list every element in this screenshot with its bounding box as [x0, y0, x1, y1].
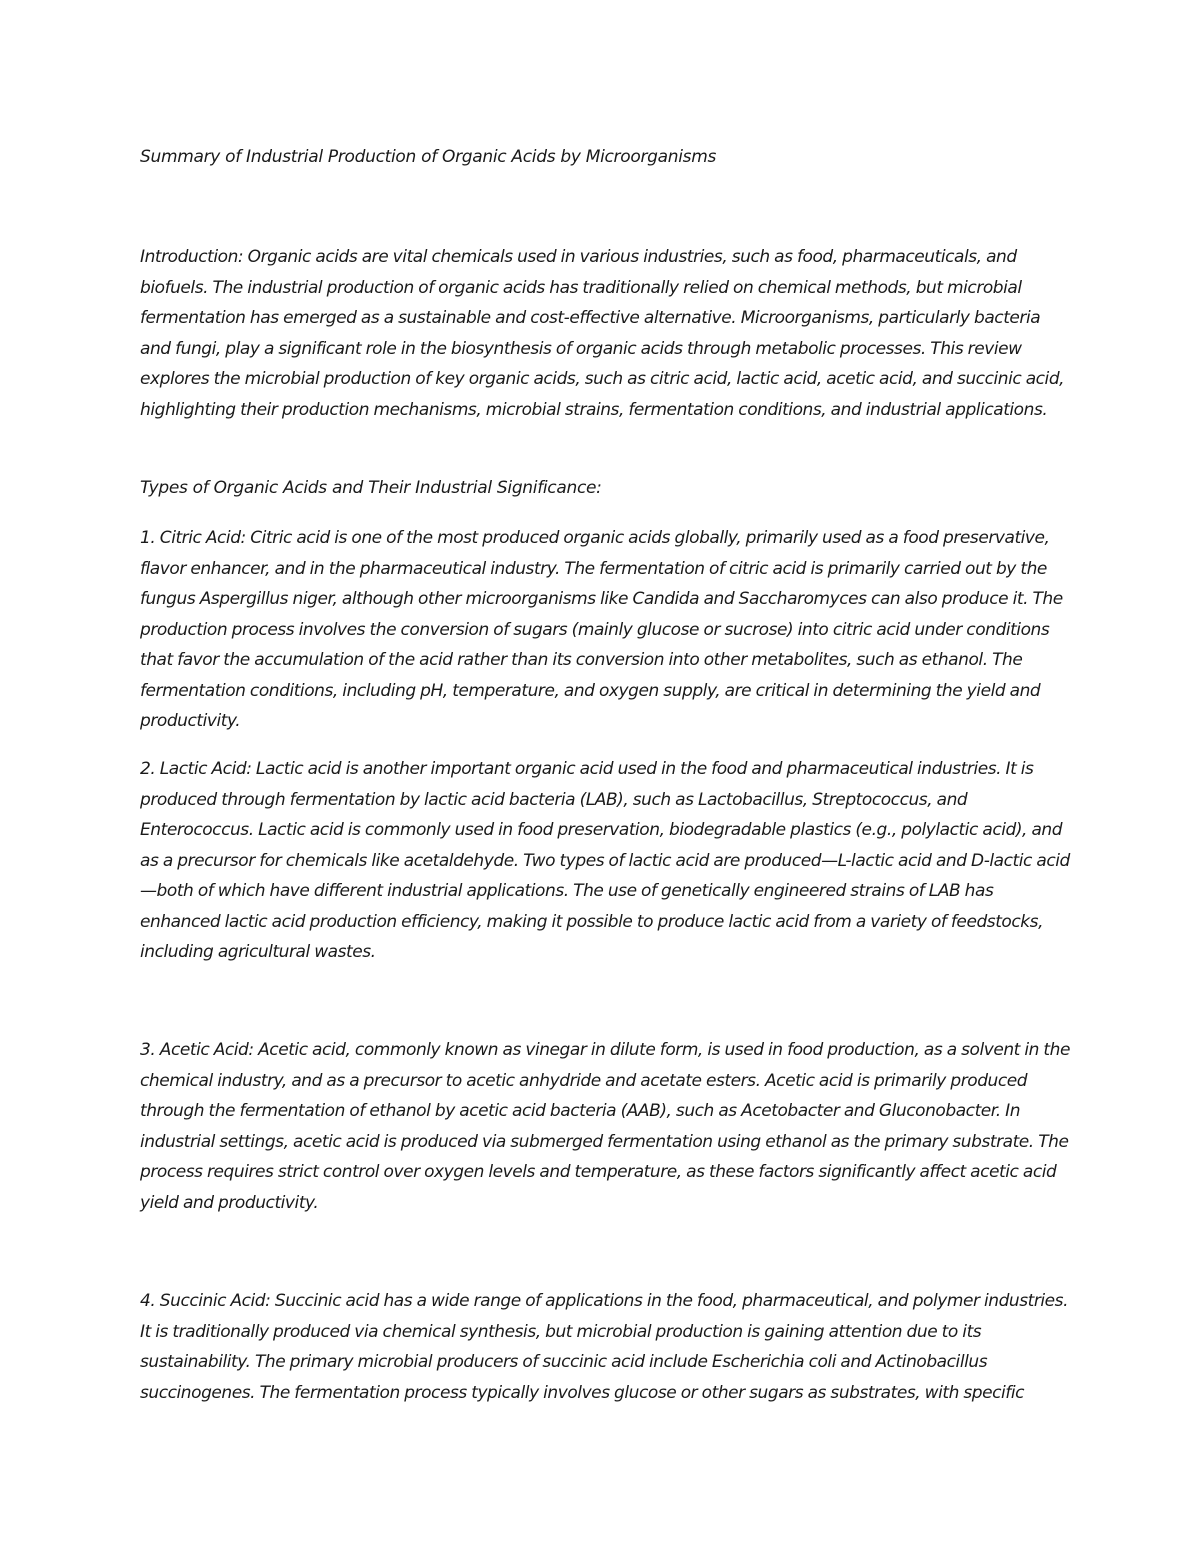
lactic-acid-paragraph: 2. Lactic Acid: Lactic acid is another important organic acid used in the food and pharmaceutical industries. It is produced through fermentation by lactic acid bacteria (LAB), such as Lactobacillus, Streptococcus, and Enterococcus. Lactic acid is commonly used in food preservation, biodegradable plastics (e.g., polylactic acid), and as a precursor for chemicals like acetaldehyde. Two types of lactic acid are produced—L-lactic acid and D-lactic acid—both of which have different industrial applications. The use of genetically engineered strains of LAB has enhanced lactic acid production efficiency, making it possible to produce lactic acid from a variety of feedstocks, including agricultural wastes. [140, 759, 1070, 962]
succinic-acid-paragraph: 4. Succinic Acid: Succinic acid has a wide range of applications in the food, pharmaceutical, and polymer industries. It is traditionally produced via chemical synthesis, but microbial production is gaining attention due to its sustainability. The primary microbial producers of succinic acid include Escherichia coli and Actinobacillus succinogenes. The fermentation process typically involves glucose or other sugars as substrates, with specific [140, 1291, 1069, 1403]
citric-acid-paragraph: 1. Citric Acid: Citric acid is one of the most produced organic acids globally, primarily used as a food preservative, flavor enhancer, and in the pharmaceutical industry. The fermentation of citric acid is primarily carried out by the fungus Aspergillus niger, although other microorganisms like Candida and Saccharomyces can also produce it. The production process involves the conversion of sugars (mainly glucose or sucrose) into citric acid under conditions that favor the accumulation of the acid rather than its conversion into other metabolites, such as ethanol. The fermentation conditions, including pH, temperature, and oxygen supply, are critical in determining the yield and productivity. [140, 528, 1063, 731]
acetic-acid-paragraph: 3. Acetic Acid: Acetic acid, commonly known as vinegar in dilute form, is used in food production, as a solvent in the chemical industry, and as a precursor to acetic anhydride and acetate esters. Acetic acid is primarily produced through the fermentation of ethanol by acetic acid bacteria (AAB), such as Acetobacter and Gluconobacter. In industrial settings, acetic acid is produced via submerged fermentation using ethanol as the primary substrate. The process requires strict control over oxygen levels and temperature, as these factors significantly affect acetic acid yield and productivity. [140, 1040, 1070, 1213]
types-heading: Types of Organic Acids and Their Industrial Significance: [140, 478, 602, 498]
document-title: Summary of Industrial Production of Organic Acids by Microorganisms [140, 147, 717, 167]
introduction-paragraph: Introduction: Organic acids are vital chemicals used in various industries, such as food, pharmaceuticals, and biofuels. The industrial production of organic acids has traditionally relied on chemical methods, but microbial fermentation has emerged as a sustainable and cost-effective alternative. Microorganisms, particularly bacteria and fungi, play a significant role in the biosynthesis of organic acids through metabolic processes. This review explores the microbial production of key organic acids, such as citric acid, lactic acid, acetic acid, and succinic acid, highlighting their production mechanisms, microbial strains, fermentation conditions, and industrial applications. [140, 247, 1065, 420]
